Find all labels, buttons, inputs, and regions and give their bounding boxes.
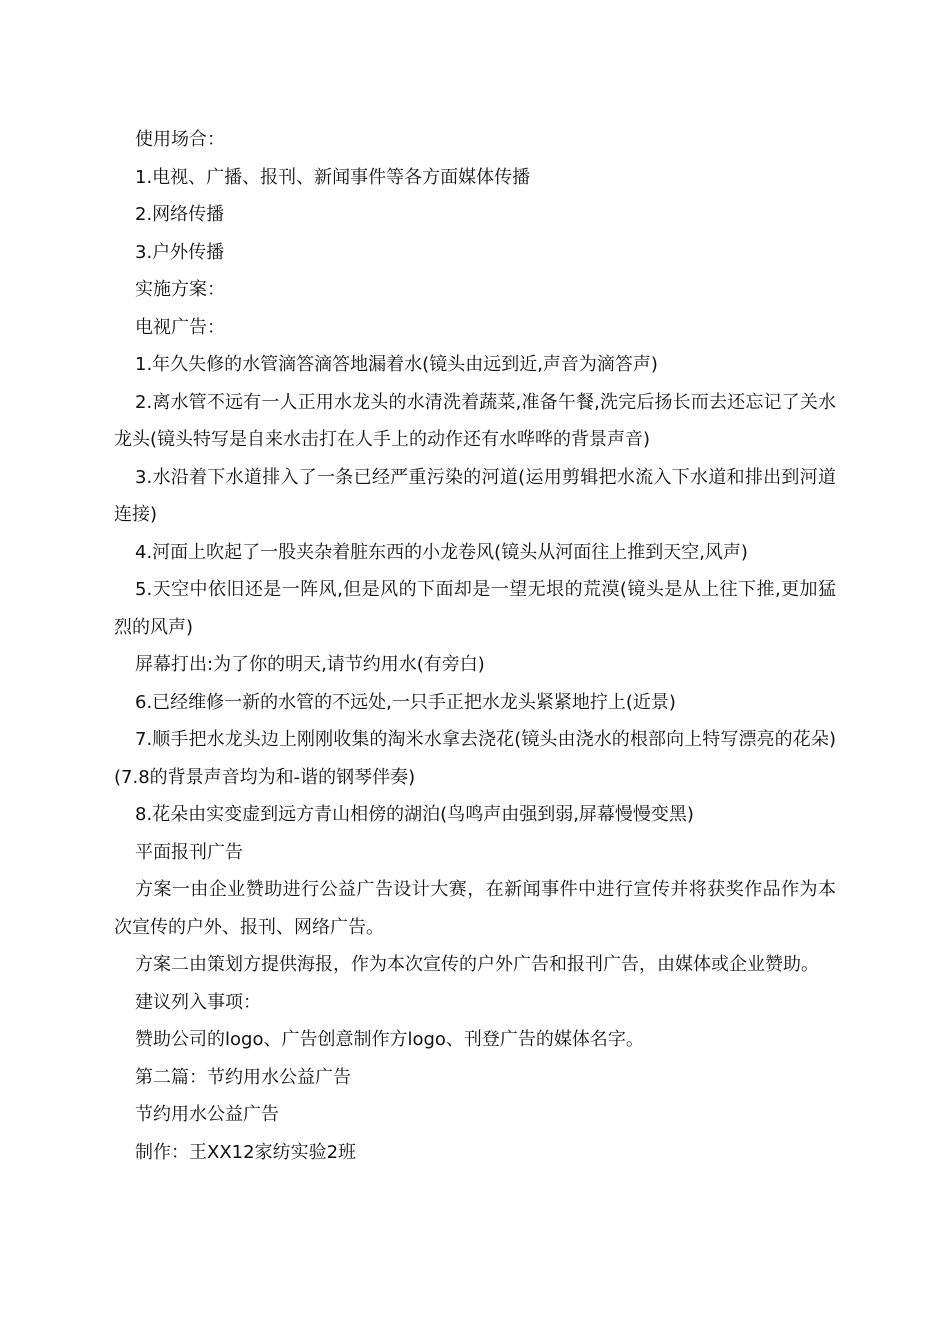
tv-ad-step-5: 5.天空中依旧还是一阵风,但是风的下面却是一望无垠的荒漠(镜头是从上往下推,更加猛烈的风声) (114, 579, 836, 638)
tv-ad-step-7: 7.顺手把水龙头边上刚刚收集的淘米水拿去浇花(镜头由浇水的根部向上特写漂亮的花朵)(7.8的背景声音均为和-谐的钢琴伴奏) (114, 729, 836, 788)
part-two-title: 节约用水公益广告 (135, 1104, 279, 1125)
section-heading-suggestions: 建议列入事项： (135, 991, 261, 1013)
tv-ad-step-1: 1.年久失修的水管滴答滴答地漏着水(镜头由远到近,声音为滴答声) (135, 354, 658, 375)
section-heading-usage: 使用场合： (135, 129, 225, 150)
usage-item-2: 2.网络传播 (135, 204, 225, 225)
tv-ad-screen-text: 屏幕打出:为了你的明天,请节约用水(有旁白) (135, 654, 485, 675)
document-body (114, 121, 836, 1171)
usage-item-3: 3.户外传播 (135, 241, 225, 263)
part-two-heading: 第二篇：节约用水公益广告 (135, 1066, 351, 1088)
section-heading-print-ad: 平面报刊广告 (135, 841, 243, 863)
print-ad-plan-2: 方案二由策划方提供海报，作为本次宣传的户外广告和报刊广告，由媒体或企业赞助。 (135, 954, 819, 975)
tv-ad-step-3: 3.水沿着下水道排入了一条已经严重污染的河道(运用剪辑把水流入下水道和排出到河道连接) (114, 466, 836, 525)
tv-ad-step-2: 2.离水管不远有一人正用水龙头的水清洗着蔬菜,准备午餐,洗完后扬长而去还忘记了关水龙头(镜头特写是自来水击打在人手上的动作还有水哗哗的背景声音) (114, 391, 836, 450)
print-ad-plan-1: 方案一由企业赞助进行公益广告设计大赛，在新闻事件中进行宣传并将获奖作品作为本次宣传的户外、报刊、网络广告。 (114, 879, 836, 938)
tv-ad-step-8: 8.花朵由实变虚到远方青山相傍的湖泊(鸟鸣声由强到弱,屏幕慢慢变黑) (135, 804, 694, 825)
author-line: 制作：王XX12家纺实验2班 (135, 1141, 357, 1163)
suggestions-text: 赞助公司的logo、广告创意制作方logo、刊登广告的媒体名字。 (135, 1029, 644, 1050)
tv-ad-step-4: 4.河面上吹起了一股夹杂着脏东西的小龙卷风(镜头从河面往上推到天空,风声) (135, 541, 748, 563)
section-heading-plan: 实施方案： (135, 279, 225, 300)
usage-item-1: 1.电视、广播、报刊、新闻事件等各方面媒体传播 (135, 166, 531, 188)
section-heading-tv-ad: 电视广告： (135, 316, 225, 338)
tv-ad-step-6: 6.已经维修一新的水管的不远处,一只手正把水龙头紧紧地拧上(近景) (135, 691, 676, 713)
